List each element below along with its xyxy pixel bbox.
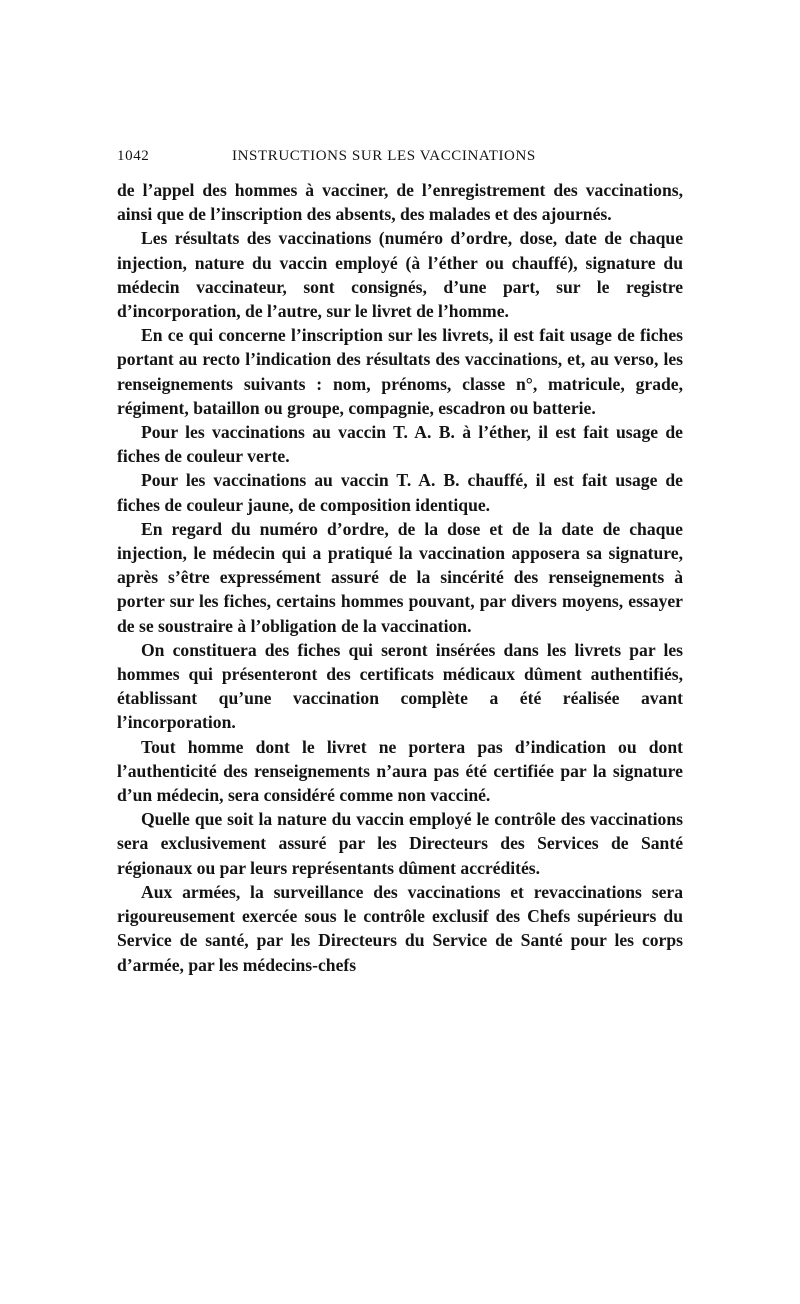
book-page	[117, 148, 683, 977]
paragraph-2: Les résultats des vaccinations (numéro d’ordre, dose, date de chaque injection, nature du vaccin employé (à l’éther ou chauffé), signature du médecin vaccinateur, sont consignés, d’une part, sur le registre d’incorporation, de l’autre, sur le livret de l’homme.	[117, 228, 683, 322]
running-title: INSTRUCTIONS SUR LES VACCINATIONS	[232, 148, 536, 164]
paragraph-1: de l’appel des hommes à vacciner, de l’enregistrement des vaccinations, ainsi que de l’inscription des absents, des malades et des ajournés.	[117, 180, 683, 225]
body-text	[117, 178, 683, 977]
paragraph-6: En regard du numéro d’ordre, de la dose et de la date de chaque injection, le médecin qui a pratiqué la vaccination apposera sa signature, après s’être expressément assuré de la sincérité des renseignements à porter sur les fiches, certains hommes pouvant, par divers moyens, essayer de se soustraire à l’obligation de la vaccination.	[117, 518, 683, 636]
page-number: 1042	[117, 148, 150, 164]
paragraph-3: En ce qui concerne l’inscription sur les livrets, il est fait usage de fiches portant au recto l’indication des résultats des vaccinations, et, au verso, les renseignements suivants : nom, prénoms, classe n°, matricule, grade, régiment, bataillon ou groupe, compagnie, escadron ou batterie.	[117, 325, 683, 418]
paragraph-10: Aux armées, la surveillance des vaccinations et revaccinations sera rigoureusement exercée sous le contrôle exclusif des Chefs supérieurs du Service de santé, par les Directeurs du Service de Santé pour les corps d’armée, par les médecins-chefs	[117, 881, 683, 975]
paragraph-8: Tout homme dont le livret ne portera pas d’indication ou dont l’authenticité des renseignements n’aura pas été certifiée par la signature d’un médecin, sera considéré comme non vacciné.	[117, 736, 683, 806]
paragraph-9: Quelle que soit la nature du vaccin employé le contrôle des vaccinations sera exclusivement assuré par les Directeurs des Services de Santé régionaux ou par leurs représentants dûment accrédités.	[117, 809, 683, 878]
paragraph-7: On constituera des fiches qui seront insérées dans les livrets par les hommes qui présenteront des certificats médicaux dûment authentifiés, établissant qu’une vaccination complète a été réalisée avant l’incorporation.	[117, 639, 683, 733]
paragraph-4: Pour les vaccinations au vaccin T. A. B. à l’éther, il est fait usage de fiches de couleur verte.	[117, 422, 683, 467]
paragraph-5: Pour les vaccinations au vaccin T. A. B. chauffé, il est fait usage de fiches de couleur jaune, de composition identique.	[117, 470, 683, 515]
page-header	[117, 148, 683, 170]
